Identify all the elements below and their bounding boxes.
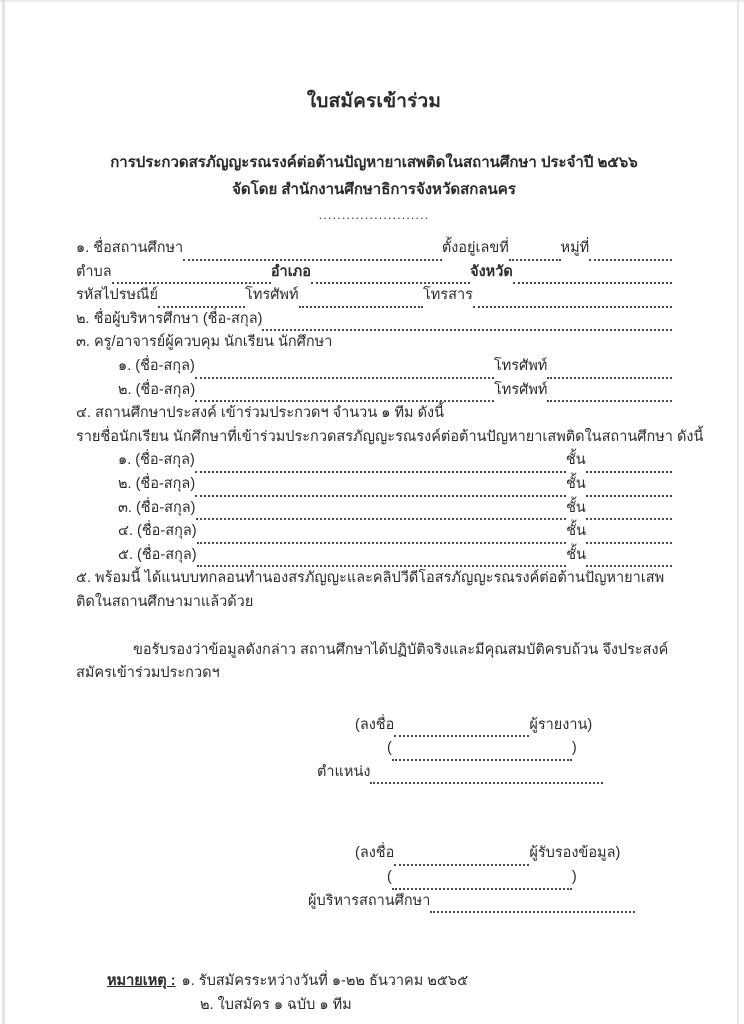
supervisor-num: ๒. bbox=[118, 381, 132, 398]
moo-label: หมู่ที่ bbox=[560, 240, 590, 256]
position-line bbox=[317, 761, 672, 785]
student-name-label: (ชื่อ-สกุล) bbox=[135, 452, 195, 469]
province-blank bbox=[513, 266, 672, 284]
notes-item-2: ๒. ใบสมัคร ๑ ฉบับ ๑ ทีม bbox=[200, 996, 352, 1013]
field-row-contact bbox=[76, 284, 672, 308]
student-name-label: (ชื่อ-สกุล) bbox=[137, 523, 197, 540]
signature-name-blank bbox=[392, 743, 572, 761]
document-content bbox=[76, 0, 704, 1017]
student-class-blank bbox=[586, 502, 672, 520]
director-label: ๒. ชื่อผู้บริหารศึกษา (ชื่อ-สกุล) bbox=[76, 310, 263, 327]
tambon-blank bbox=[112, 266, 271, 284]
student-row bbox=[76, 449, 672, 473]
signature-name-blank bbox=[392, 872, 572, 890]
certify-paragraph: ขอรับรองว่าข้อมูลดังกล่าว สถานศึกษาได้ปฏิบัติจริงและมีคุณสมบัติครบถ้วน จึงประสงค์สมัครเข้าร่วมประกวดฯ bbox=[76, 641, 669, 682]
student-name-label: (ชื่อ-สกุล) bbox=[135, 499, 196, 516]
student-class-blank bbox=[586, 479, 672, 497]
position-line bbox=[308, 890, 672, 914]
student-class-blank bbox=[586, 549, 672, 567]
notes-item-1: ๑. รับสมัครระหว่างวันที่ ๑-๒๒ ธันวาคม ๒๕๖๕ bbox=[181, 973, 469, 990]
director-position-label: ผู้บริหารสถานศึกษา bbox=[308, 892, 431, 909]
supervisor-phone-blank bbox=[547, 361, 672, 379]
student-class-label: ชั้น bbox=[565, 452, 586, 469]
open-paren: ( bbox=[387, 869, 392, 886]
signature-block-certifier bbox=[308, 842, 672, 913]
notes-section bbox=[107, 970, 672, 1017]
doc-subtitle-line2: จัดโดย สำนักงานศึกษาธิการจังหวัดสกลนคร bbox=[232, 181, 516, 198]
student-name-label: (ชื่อ-สกุล) bbox=[135, 475, 196, 492]
supervisor-name-label: (ชื่อ-สกุล) bbox=[135, 357, 195, 374]
supervisor-row bbox=[76, 379, 672, 403]
doc-subtitle-line1: การประกวดสรภัญญะรณรงค์ต่อต้านปัญหายาเสพติดในสถานศึกษา ประจำปี ๒๕๖๖ bbox=[110, 154, 638, 171]
field-row-school bbox=[76, 237, 672, 261]
student-name-blank bbox=[195, 455, 566, 473]
supervisor-name-blank bbox=[195, 384, 494, 402]
supervisors-label: ๓. ครู/อาจารย์ผู้ควบคุม นักเรียน นักศึกษา bbox=[76, 334, 333, 351]
scan-edge-right bbox=[737, 0, 739, 1024]
team-label: ๔. สถานศึกษาประสงค์ เข้าร่วมประกวดฯ จำนวน ๑ ทีม ดังนี้ bbox=[76, 405, 445, 422]
student-name-blank bbox=[197, 549, 567, 567]
address-no-blank bbox=[509, 243, 561, 261]
close-paren: ) bbox=[571, 869, 577, 886]
supervisor-phone-blank bbox=[547, 384, 672, 402]
supervisors-heading bbox=[76, 331, 672, 355]
sign-label: (ลงชื่อ bbox=[355, 716, 395, 733]
student-num: ๕. bbox=[118, 546, 134, 563]
signature-line bbox=[317, 714, 672, 738]
notes-label: หมายเหตุ : bbox=[107, 973, 176, 990]
tambon-label: ตำบล bbox=[76, 263, 112, 280]
phone-blank bbox=[299, 290, 423, 308]
supervisor-num: ๑. bbox=[118, 357, 132, 374]
position-label: ตำแหน่ง bbox=[317, 763, 371, 780]
student-class-label: ชั้น bbox=[566, 523, 587, 540]
school-name-label: ๑. ชื่อสถานศึกษา bbox=[76, 240, 184, 256]
student-name-label: (ชื่อ-สกุล) bbox=[137, 546, 197, 563]
phone-label: โทรศัพท์ bbox=[245, 287, 299, 304]
team-subheading bbox=[76, 426, 704, 450]
postcode-label: รหัสไปรษณีย์ bbox=[76, 287, 158, 304]
supervisor-row bbox=[76, 355, 672, 379]
moo-blank bbox=[589, 243, 672, 261]
student-class-label: ชั้น bbox=[566, 499, 586, 516]
supervisor-name-label: (ชื่อ-สกุล) bbox=[135, 381, 196, 398]
student-num: ๑. bbox=[118, 452, 132, 469]
field-row-location bbox=[76, 261, 672, 285]
province-label: จังหวัด bbox=[470, 263, 513, 280]
student-class-label: ชั้น bbox=[566, 475, 586, 492]
student-class-blank bbox=[586, 526, 672, 544]
fax-blank bbox=[473, 290, 672, 308]
postcode-blank bbox=[158, 290, 245, 308]
notes-line2 bbox=[107, 994, 672, 1018]
scan-edge-left bbox=[2, 0, 5, 1024]
team-heading bbox=[76, 402, 672, 426]
role-label: ผู้รายงาน) bbox=[529, 716, 593, 733]
close-paren: ) bbox=[571, 740, 577, 757]
student-row bbox=[76, 544, 672, 568]
dotted-separator: ........................ bbox=[318, 207, 430, 222]
student-row bbox=[76, 473, 672, 497]
signature-name-line bbox=[317, 866, 672, 890]
student-num: ๒. bbox=[118, 475, 132, 492]
notes-line1 bbox=[107, 970, 672, 994]
role-label: ผู้รับรองข้อมูล) bbox=[529, 845, 621, 862]
student-num: ๔. bbox=[118, 523, 134, 540]
signature-block-reporter bbox=[317, 714, 672, 785]
supervisor-phone-label: โทรศัพท์ bbox=[494, 381, 548, 398]
supervisor-name-blank bbox=[195, 361, 494, 379]
signature-name-line bbox=[317, 737, 672, 761]
student-name-blank bbox=[195, 479, 566, 497]
open-paren: ( bbox=[387, 740, 392, 757]
address-no-label: ตั้งอยู่เลขที่ bbox=[441, 240, 509, 256]
amphoe-label: อำเภอ bbox=[270, 263, 311, 280]
signature-blank bbox=[394, 848, 529, 866]
fax-label: โทรสาร bbox=[422, 287, 473, 304]
sign-label: (ลงชื่อ bbox=[355, 845, 395, 862]
student-name-blank bbox=[197, 526, 567, 544]
student-row bbox=[76, 497, 672, 521]
position-blank bbox=[370, 766, 603, 784]
signature-line bbox=[317, 842, 672, 866]
team-sub-label: รายชื่อนักเรียน นักศึกษาที่เข้าร่วมประกวดสรภัญญะรณรงค์ต่อต้านปัญหายาเสพติดในสถานศึกษา ดังนี้ bbox=[76, 428, 704, 445]
page-title: ใบสมัครเข้าร่วม bbox=[306, 91, 442, 112]
amphoe-blank bbox=[311, 266, 470, 284]
student-class-blank bbox=[586, 455, 672, 473]
student-num: ๓. bbox=[118, 499, 132, 516]
director-position-blank bbox=[430, 895, 635, 913]
signature-blank bbox=[394, 719, 529, 737]
student-row bbox=[76, 520, 672, 544]
supervisor-phone-label: โทรศัพท์ bbox=[493, 357, 548, 374]
field-row-director bbox=[76, 308, 672, 332]
school-name-blank bbox=[183, 243, 442, 261]
student-name-blank bbox=[196, 502, 567, 520]
student-class-label: ชั้น bbox=[566, 546, 587, 563]
director-blank bbox=[262, 313, 672, 331]
attachment-paragraph: ๕. พร้อมนี้ ได้แนบบทกลอนทำนองสรภัญญะและคลิปวีดีโอสรภัญญะรณรงค์ต่อต้านปัญหายาเสพติดในสถานศึกษามาแล้วด้วย bbox=[76, 570, 665, 610]
